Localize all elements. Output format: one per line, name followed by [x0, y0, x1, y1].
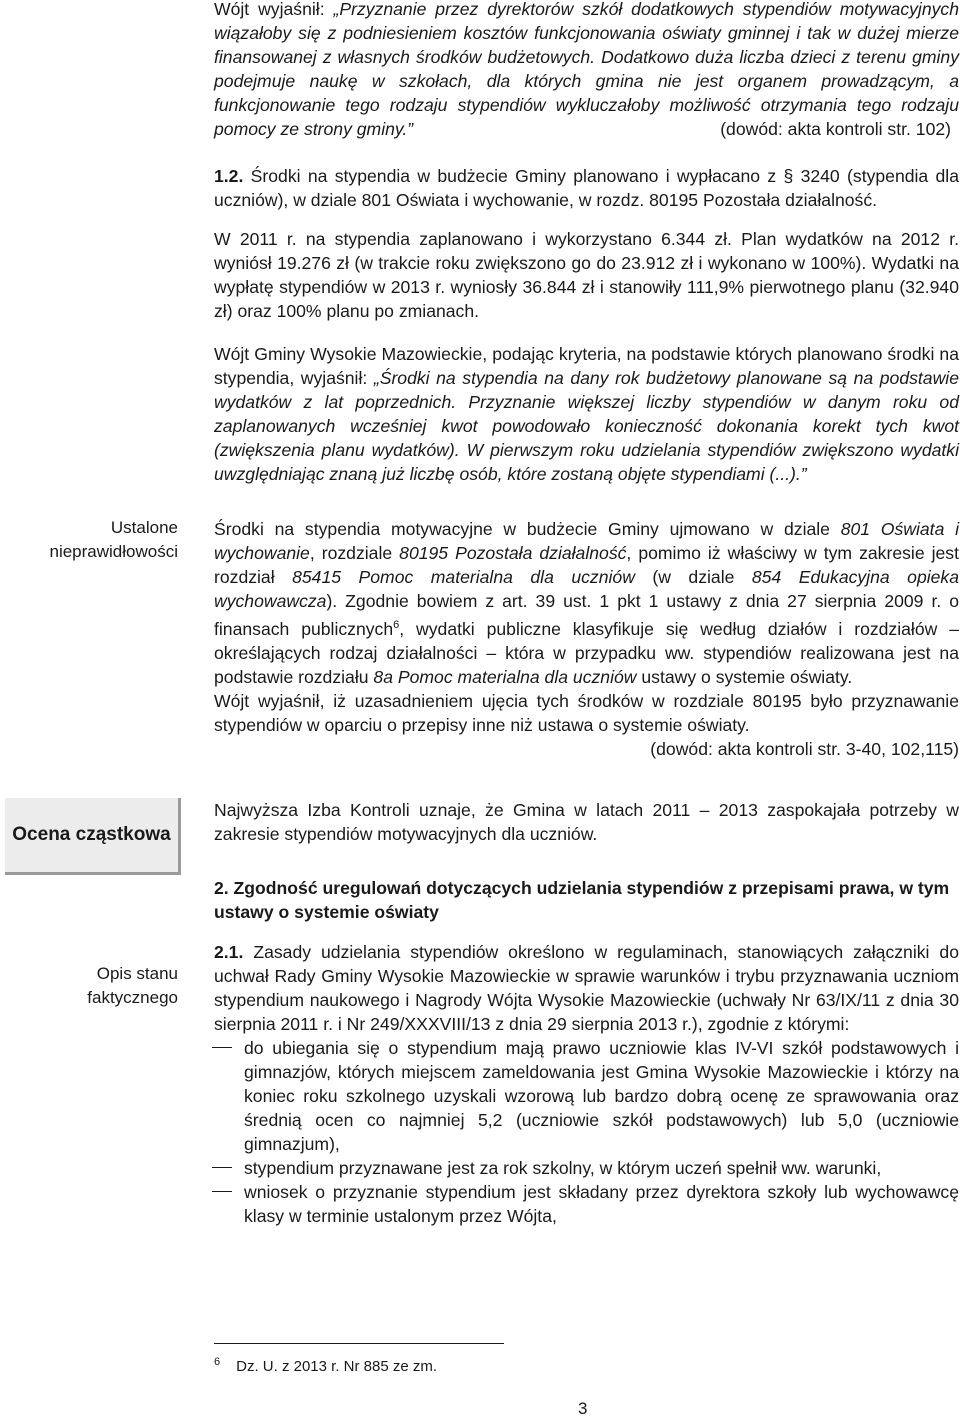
partial-assessment-box — [5, 798, 181, 875]
footnote — [214, 1352, 437, 1377]
list-item: do ubiegania się o stypendium mają prawo uczniowie klas IV-VI szkół podstawowych i gimnazjów, których miejscem zameldowania jest Gmina Wysokie Mazowieckie i którzy na koniec roku szkolnego uzyskali wzorową lub bardzo dobrą ocenę ze sprawowania oraz średnią ocen co najmniej 5,2 (uczniowie szkół podstawowych) lub 5,0 (uczniowie gimnazjum), — [214, 1036, 959, 1156]
lead-text: Wójt wyjaśnił: — [214, 0, 334, 19]
evidence-reference: (dowód: akta kontroli str. 3-40, 102,115) — [650, 738, 959, 759]
sidebar-label-irregularities: Ustalone nieprawidłowości — [49, 518, 178, 561]
quote-text: „Przyznanie przez dyrektorów szkół dodatkowych stypendiów motywacyjnych wiązałoby się z podniesieniem kosztów funkcjonowania oświaty gminnej i tak w dużej mierze finansowanej z własnych środków budżetowych. Dodatkowo duża liczba dzieci z terenu gminy podejmuje naukę w szkołach, dla których gmina nie jest organem prowadzącym, a funkcjonowanie tego rodzaju stypendiów wykluczałoby możliwość otrzymania tego rodzaju pomocy ze strony gminy.” — [214, 0, 959, 139]
paragraph-text: Najwyższa Izba Kontroli uznaje, że Gmina w latach 2011 – 2013 zaspokajała potrzeby w zakresie stypendiów motywacyjnych dla uczniów. — [214, 800, 959, 844]
assessment-paragraph — [214, 798, 959, 846]
list-item: wniosek o przyznanie stypendium jest składany przez dyrektora szkoły lub wychowawcę klasy w terminie ustalonym przez Wójta, — [214, 1180, 959, 1228]
footnote-marker: 6 — [393, 619, 400, 631]
irregularities-paragraph: Środki na stypendia motywacyjne w budżecie Gminy ujmowano w dziale 801 Oświata i wychowanie, rozdziale 80195 Pozostała działalność, pomimo iż właściwy w tym zakresie jest rozdział 85415 Pomoc materialna dla uczniów (w dziale 854 Edukacyjna opieka wychowawcza). Zgodnie bowiem z art. 39 ust. 1 pkt 1 ustawy z dnia 27 sierpnia 2009 r. o finansach publicznych$^6$, wydatki publiczne klasyfikuje się według działów i rozdziałów – określających rodzaj działalności – która w przypadku ww. stypendiów realizowana jest na podstawie rozdziału 8a Pomoc materialna dla uczniów ustawy o systemie oświaty. Wójt wyjaśnił, iż uzasadnieniem ujęcia tych środków w rozdziale 80195 było przyznawanie stypendiów w oparciu o przepisy inne niż ustawa o systemie oświaty. (dowód: akta kontroli str. 3-40, 102,115) — [214, 519, 960, 759]
criteria-paragraph — [214, 342, 959, 486]
paragraph-text: W 2011 r. na stypendia zaplanowano i wykorzystano 6.344 zł. Plan wydatków na 2012 r. wyniósł 19.276 zł (w trakcie roku zwiększono go do 23.912 zł i wykonano w 100%). Wydatki na wypłatę stypendiów w 2013 r. wyniosły 36.844 zł i stanowiły 111,9% pierwotnego planu (32.940 zł) oraz 100% planu po zmianach. — [214, 229, 959, 321]
paragraph-text: Środki na stypendia w budżecie Gminy planowano i wypłacano z § 3240 (stypendia dla uczniów), w dziale 801 Oświata i wychowanie, w rozdz. 80195 Pozostała działalność. — [214, 166, 959, 210]
explanation-text: Wójt wyjaśnił, iż uzasadnieniem ujęcia tych środków w rozdziale 80195 było przyznawanie stypendiów w oparciu o przepisy inne niż ustawa o systemie oświaty. — [214, 690, 959, 735]
lead-text: Wójt Gminy Wysokie Mazowieckie, podając kryteria, na podstawie których planowano środki na stypendia, wyjaśnił: — [214, 344, 959, 388]
section-2-1-paragraph — [214, 940, 959, 1228]
budget-paragraph — [214, 227, 959, 323]
dash-bullet — [212, 1167, 232, 1168]
partial-assessment-label: Ocena cząstkowa — [12, 824, 171, 845]
quote-text: „Środki na stypendia na dany rok budżetowy planowane są na podstawie wydatków z lat poprzednich. Przyznanie większej liczby stypendiów w danym roku od zaplanowanych wcześniej kwot powodowało konieczność dokonania korekt tych kwot (zwiększenia planu wydatków). W pierwszym roku udzielania stypendiów zwiększono wydatki uwzględniając znaną już liczbę osób, które zostaną objęte stypendiami (...).” — [214, 368, 959, 484]
paragraph-text: Zasady udzielania stypendiów określono w regulaminach, stanowiących załączniki do uchwał Rady Gminy Wysokie Mazowieckie w sprawie warunków i trybu przyznawania uczniom stypendium naukowego i Nagrody Wójta Wysokie Mazowieckie (uchwały Nr 63/IX/11 z dnia 30 sierpnia 2011 r. i Nr 249/XXXVIII/13 z dnia 29 sierpnia 2013 r.), zgodnie z którymi: — [214, 942, 959, 1034]
sidebar-label-factual-state: Opis stanu faktycznego — [87, 964, 178, 1007]
evidence-reference: (dowód: akta kontroli str. 102) — [720, 119, 951, 139]
section-number: 1.2. — [214, 166, 244, 186]
list-item: stypendium przyznawane jest za rok szkolny, w którym uczeń spełnił ww. warunki, — [214, 1156, 959, 1180]
section-number: 2.1. — [214, 942, 244, 962]
explanation-paragraph — [214, 0, 959, 141]
section-1-2-paragraph — [214, 164, 959, 212]
section-heading-2: 2. Zgodność uregulowań dotyczących udzielania stypendiów z przepisami prawa, w tym ustawy o systemie oświaty — [214, 878, 950, 922]
dash-bullet — [212, 1191, 232, 1192]
dash-bullet — [212, 1047, 232, 1048]
page-number: 3 — [578, 1399, 588, 1418]
footnote-separator — [214, 1343, 504, 1344]
footnote-text: Dz. U. z 2013 r. Nr 885 ze zm. — [236, 1358, 438, 1375]
footnote-number: 6 — [214, 1356, 221, 1368]
